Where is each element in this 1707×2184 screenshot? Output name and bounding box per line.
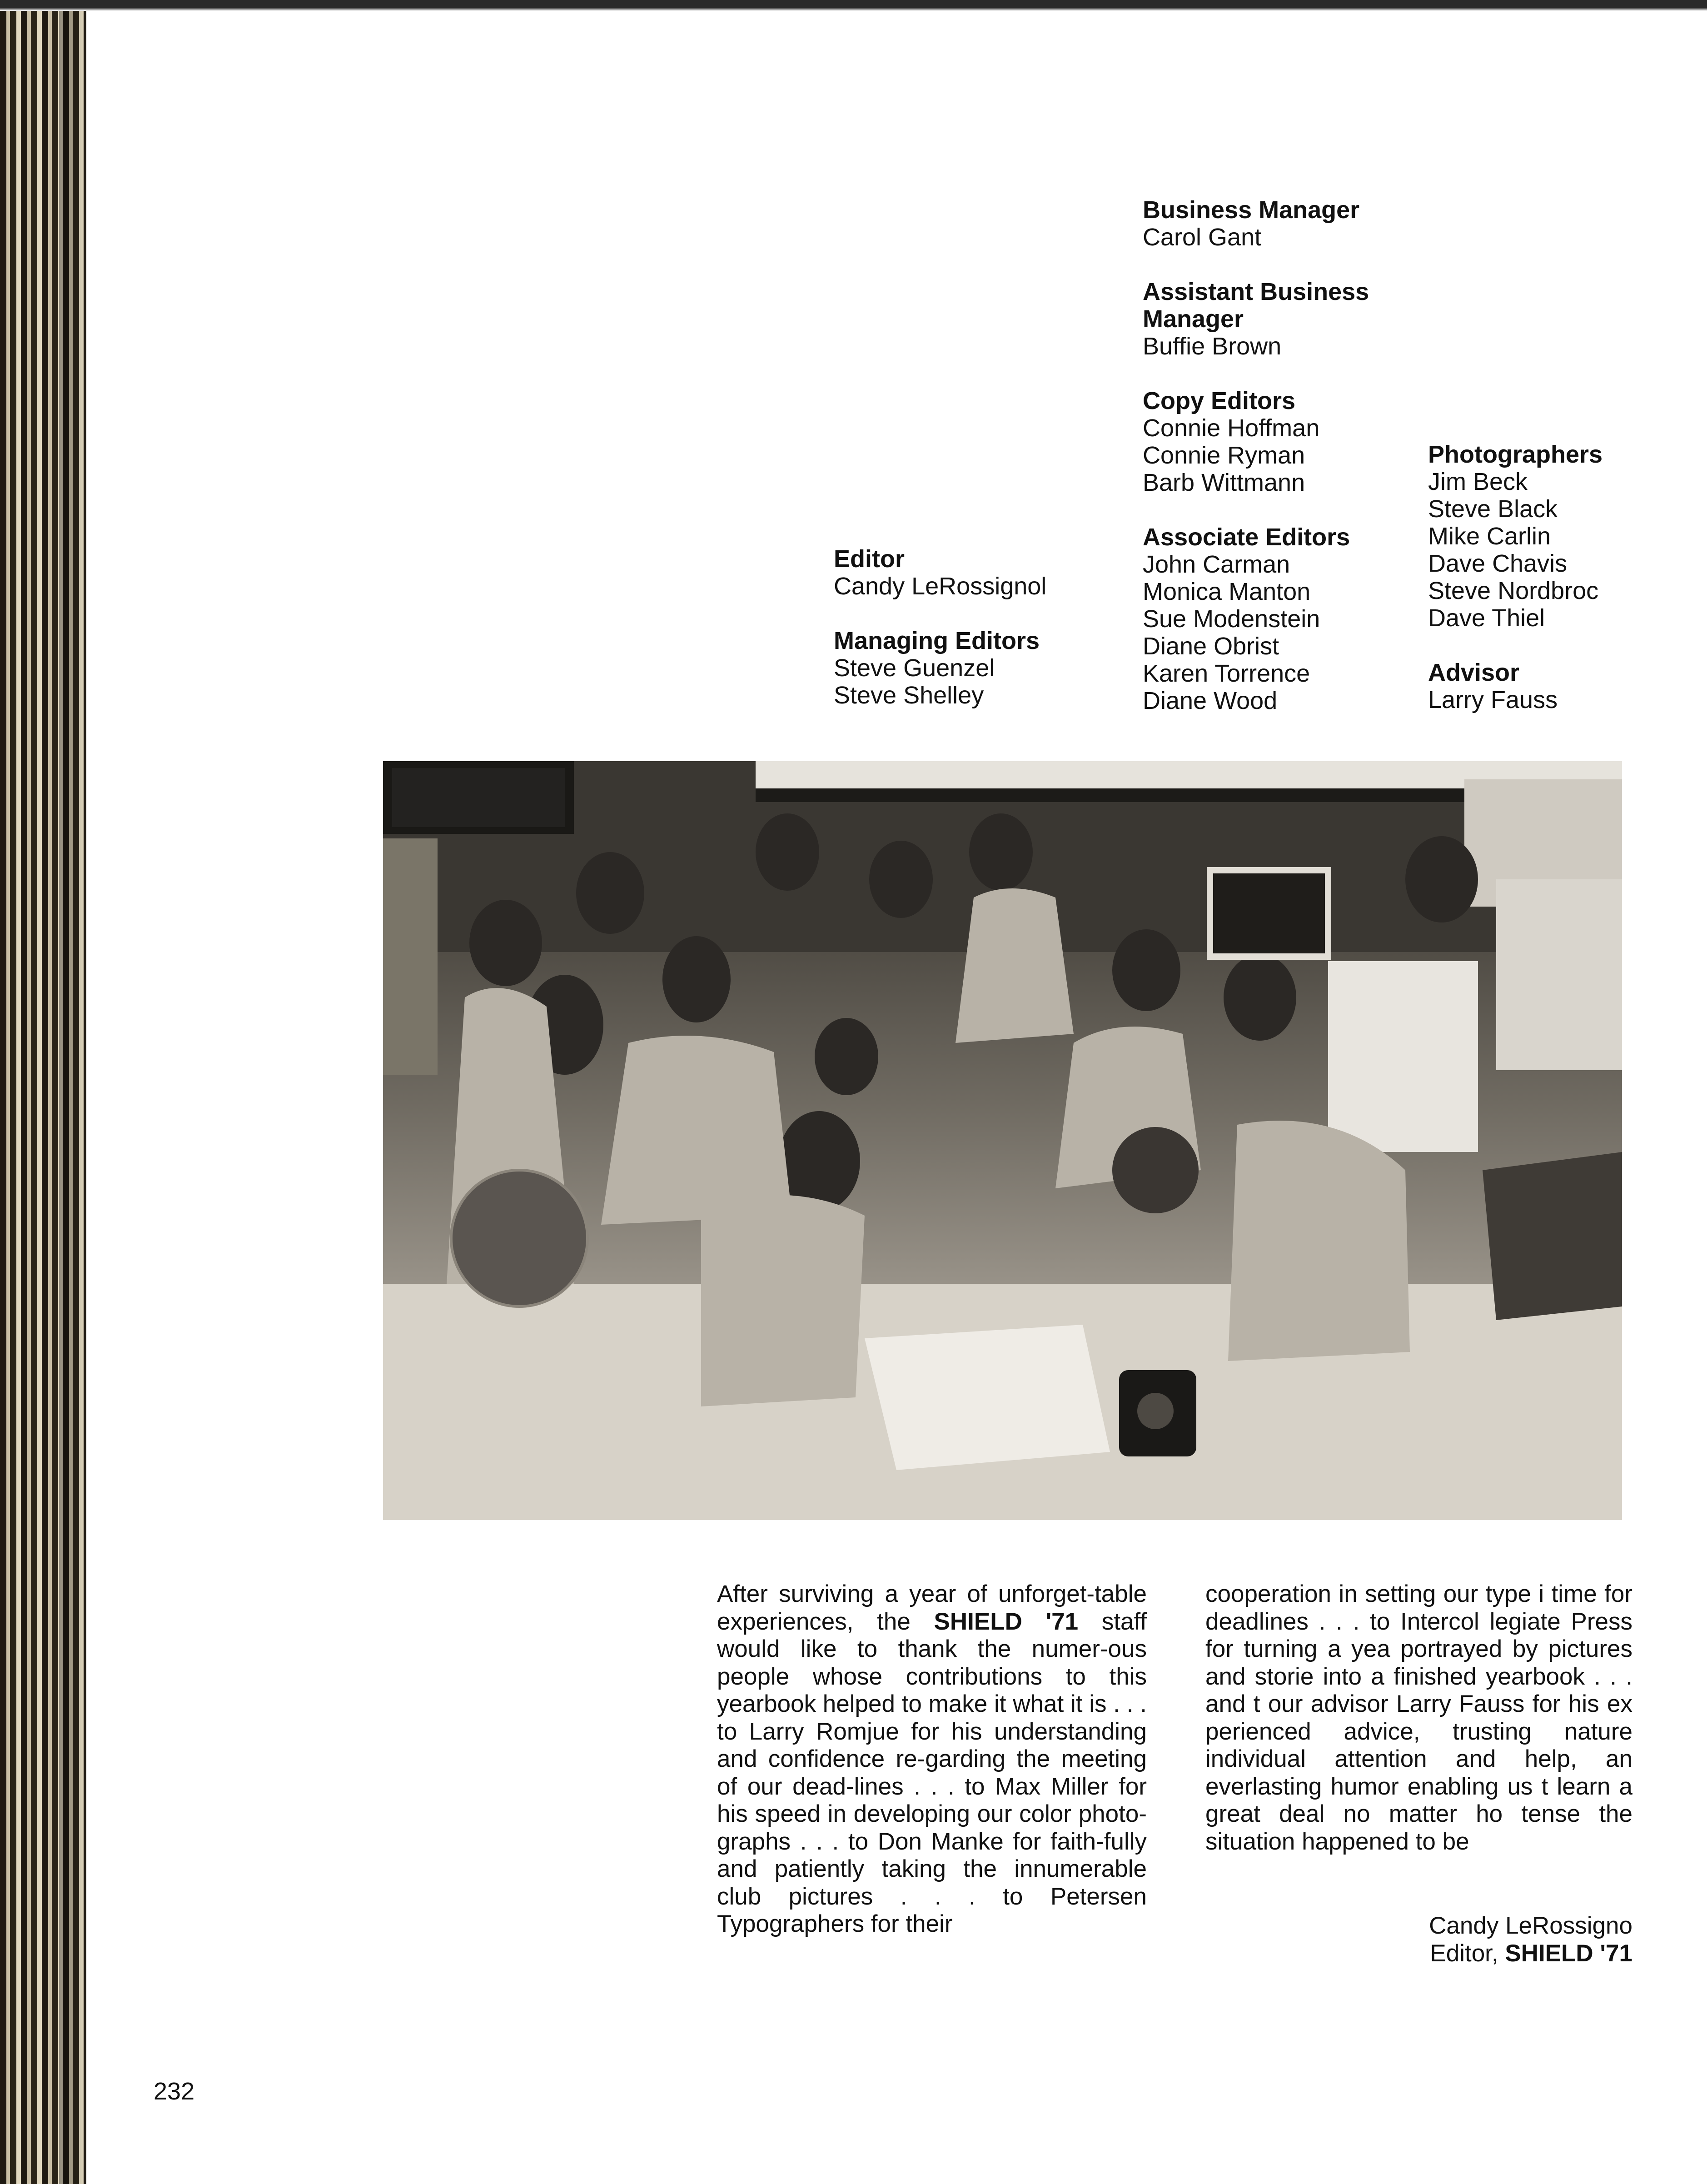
signature-role-yearbook: SHIELD '71	[1505, 1940, 1632, 1967]
staff-name: Steve Nordbroc	[1428, 577, 1599, 604]
copy-editors-heading: Copy Editors	[1143, 387, 1296, 414]
advisor-name: Larry Fauss	[1428, 686, 1558, 713]
signature-name: Candy LeRossigno	[1429, 1912, 1632, 1939]
editor-name: Candy LeRossignol	[834, 573, 1047, 600]
staff-name: Mike Carlin	[1428, 523, 1551, 550]
advisor-heading: Advisor	[1428, 659, 1520, 686]
staff-name: Diane Obrist	[1143, 633, 1279, 660]
paragraph-text: cooperation in setting our type i time for deadlines . . . to Intercol legiate Press for turning a yea portrayed by pictures and storie into a finished yearbook . . . and t our advisor Larry Fauss for his ex perienced advice, trusting nature individual attention and help, an everlasting humor enabling us t learn a great deal no matter ho tense the situation happened to be	[1205, 1581, 1632, 1855]
staff-name: Dave Chavis	[1428, 550, 1568, 577]
staff-name: Karen Torrence	[1143, 660, 1310, 687]
managing-editors-heading: Managing Editors	[834, 627, 1040, 654]
photographers-heading: Photographers	[1428, 441, 1603, 468]
editors-column	[834, 545, 1046, 709]
staff-name: Connie Hoffman	[1143, 414, 1320, 442]
photo-illustration	[383, 761, 1622, 1520]
paragraph-text: staff would like to thank the numer-ous people whose contributions to this yearbook helped to make it what it is . . . to Larry Romjue for his understanding and confidence re-garding the meeting of our dead-lines . . . to Max Miller for his speed in developing our color photo-graphs . . . to Don Manke for faith-fully and patiently taking the innumerable club pictures . . . to Petersen Typographers for their	[717, 1608, 1147, 1937]
staff-name: Monica Manton	[1143, 578, 1311, 605]
thanks-paragraph-right	[1205, 1581, 1632, 1855]
assistant-business-name: Buffie Brown	[1143, 333, 1282, 360]
staff-name: Connie Ryman	[1143, 442, 1305, 469]
staff-name: Barb Wittmann	[1143, 469, 1305, 496]
signature-role	[1345, 1940, 1632, 1968]
staff-name: Steve Shelley	[834, 682, 984, 709]
staff-name: Steve Guenzel	[834, 654, 995, 682]
photographers-column	[1428, 441, 1602, 713]
book-binding	[0, 0, 86, 2184]
paragraph-text: After surviving a year of unforget-table experiences, the	[717, 1581, 1147, 1635]
assistant-business-heading-line2: Manager	[1143, 305, 1244, 333]
page-top-edge	[0, 0, 1707, 11]
staff-name: Dave Thiel	[1428, 604, 1545, 632]
assistant-business-heading: Assistant Business	[1143, 278, 1369, 305]
staff-group-photo	[383, 761, 1622, 1520]
thanks-paragraph-left	[717, 1581, 1147, 1938]
page-number: 232	[154, 2078, 195, 2105]
associate-editors-heading: Associate Editors	[1143, 524, 1350, 551]
business-column	[1143, 196, 1369, 714]
yearbook-title: SHIELD '71	[934, 1608, 1079, 1635]
business-manager-name: Carol Gant	[1143, 224, 1262, 251]
staff-name: Steve Black	[1428, 495, 1558, 523]
staff-name: John Carman	[1143, 551, 1290, 578]
staff-name: Diane Wood	[1143, 687, 1278, 714]
signature-role-prefix: Editor,	[1430, 1940, 1505, 1967]
staff-name: Jim Beck	[1428, 468, 1528, 495]
editor-heading: Editor	[834, 545, 905, 573]
signature-block	[1345, 1912, 1632, 1967]
staff-name: Sue Modenstein	[1143, 605, 1320, 633]
business-manager-heading: Business Manager	[1143, 196, 1360, 224]
